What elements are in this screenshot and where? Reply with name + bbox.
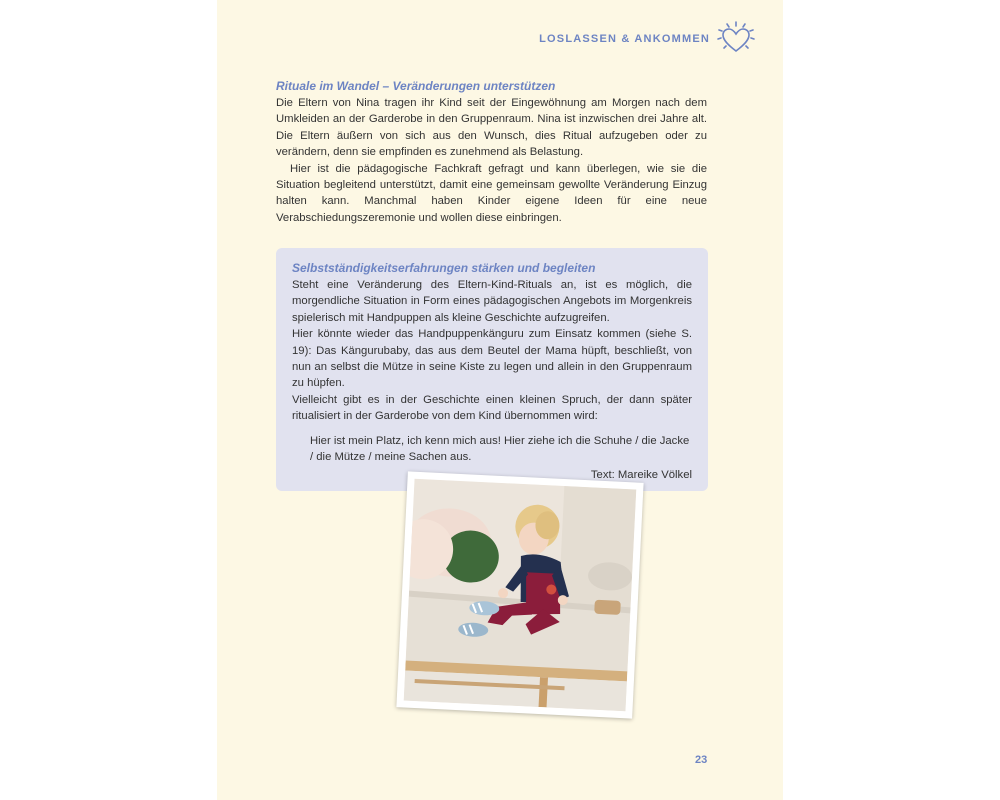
box-heading: Selbstständigkeitserfahrungen stärken und begleiten [292, 261, 596, 275]
page-number: 23 [695, 754, 708, 766]
rhyme-quote: Hier ist mein Platz, ich kenn mich aus! Hier ziehe ich die Schuhe / die Jacke / die Mütze / meine Sachen aus. [310, 434, 690, 464]
box-paragraph: Vielleicht gibt es in der Geschichte einen kleinen Spruch, der dann später ritualisiert in der Garderobe von dem Kind übernommen wird: [292, 393, 692, 423]
quote-credit: Text: Mareike Völkel [590, 469, 692, 482]
section-heading: Rituale im Wandel – Veränderungen unterstützen [276, 79, 556, 93]
box-paragraph: Steht eine Veränderung des Eltern-Kind-Rituals an, ist es möglich, die morgendliche Situation in Form eines pädagogischen Angebots im Morgenkreis spielerisch mit Handpuppen als kleine Geschichte aufzugreifen. [292, 279, 692, 324]
heart-sun-icon [715, 20, 757, 56]
info-box [276, 248, 708, 491]
box-paragraph: Hier könnte wieder das Handpuppenkänguru zum Einsatz kommen (siehe S. 19): Das Kängurubaby, das aus dem Beutel der Mama hüpft, beschließt, von nun an selbst die Mütze in seine Kiste zu legen und allein in den Gruppenraum zu hüpfen. [292, 328, 692, 390]
chapter-title: LOSLASSEN & ANKOMMEN [539, 33, 710, 45]
paragraph: Hier ist die pädagogische Fachkraft gefragt und kann überlegen, wie sie die Situation begleitend unterstützt, damit eine gemeinsam gewollte Veränderung Einzug halten kann. Manchmal haben Kinder eigene Ideen für eine neue Verabschiedungszeremonie und wollen diese einbringen. [276, 162, 707, 224]
paragraph: Die Eltern von Nina tragen ihr Kind seit der Eingewöhnung am Morgen nach dem Umkleiden an der Garderobe in den Gruppenraum. Nina ist inzwischen drei Jahre alt. Die Eltern äußern von sich aus den Wunsch, dies Ritual aufzugeben oder zu verändern, denn sie empfinden es zunehmend als Belastung. [276, 97, 707, 159]
photo-frame [396, 471, 643, 718]
book-page [217, 0, 783, 800]
page-header [217, 0, 783, 60]
main-section [276, 78, 707, 226]
child-putting-on-socks-photo [404, 479, 637, 712]
